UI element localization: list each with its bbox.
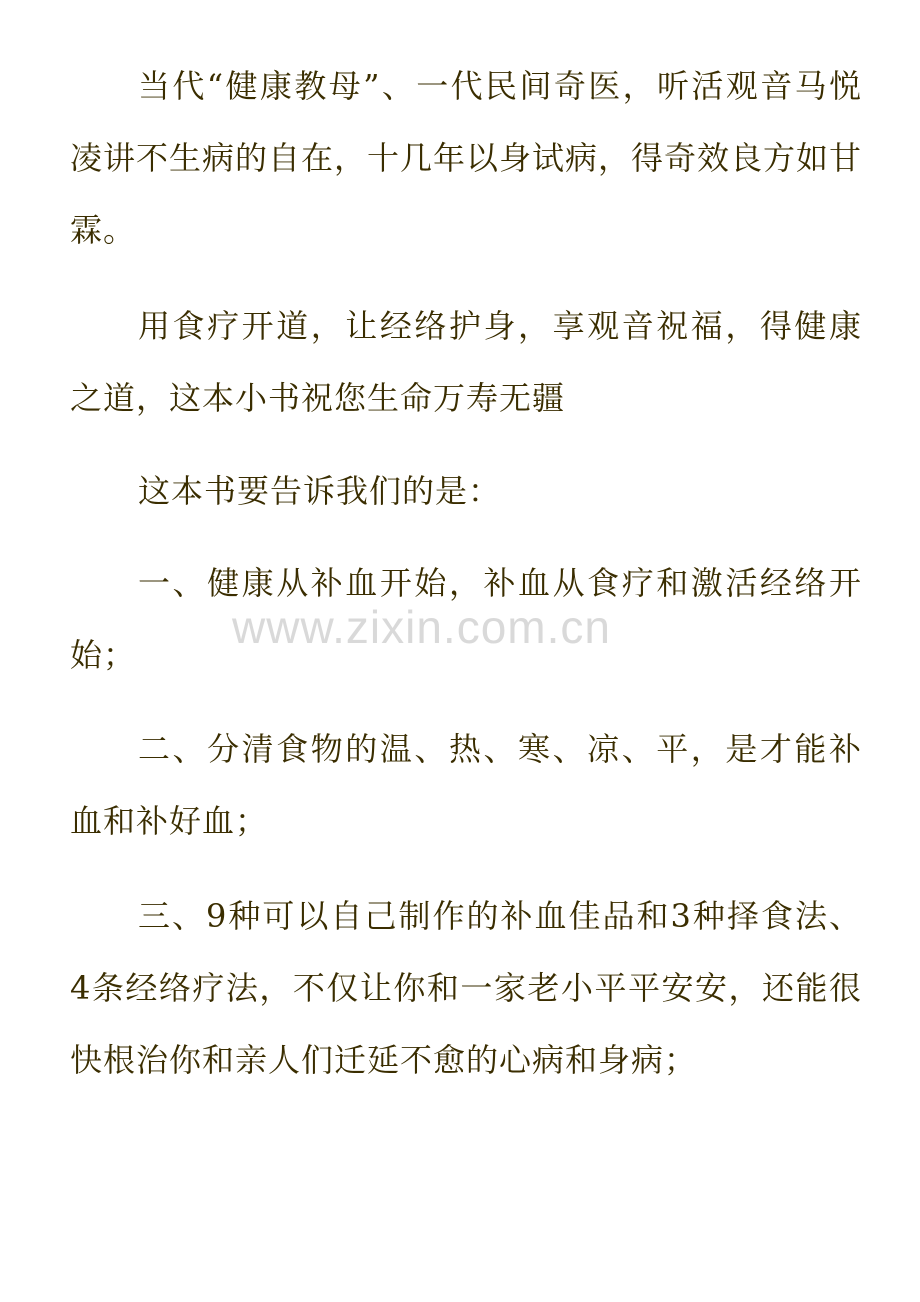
- paragraph-summary-heading: 这本书要告诉我们的是：: [138, 472, 502, 510]
- paragraph-point-two: 二、分清食物的温、热、寒、凉、平，是才能补血和补好血；: [70, 730, 862, 840]
- paragraph-intro: 当代“健康教母”、一代民间奇医，听活观音马悦凌讲不生病的自在，十几年以身试病，得奇效良方如甘霖。: [70, 67, 863, 249]
- paragraph-point-three: 三、9种可以自己制作的补血佳品和3种择食法、4条经络疗法，不仅让你和一家老小平平安安，还能很快根治你和亲人们迁延不愈的心病和身病；: [70, 897, 862, 1079]
- watermark: www.zixin.com.cn: [232, 601, 611, 653]
- paragraph-blessing: 用食疗开道，让经络护身，享观音祝福，得健康之道，这本小书祝您生命万寿无疆: [70, 307, 862, 417]
- paragraph-point-one: 一、健康从补血开始，补血从食疗和激活经络开始；: [70, 564, 862, 674]
